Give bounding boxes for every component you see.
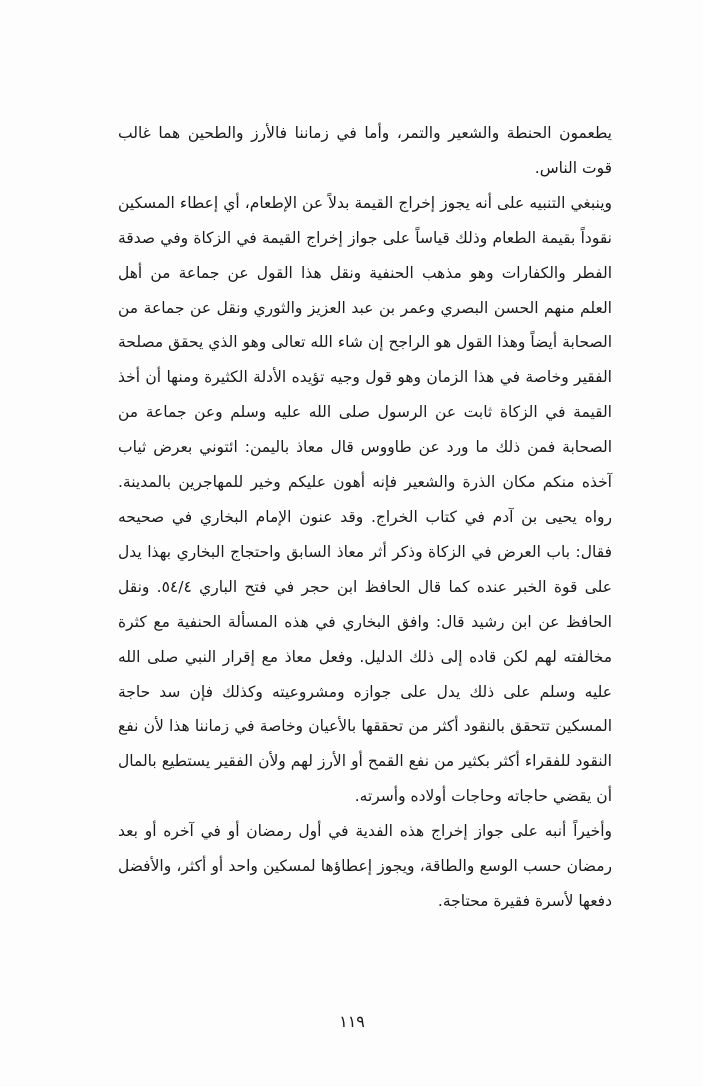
paragraph: يطعمون الحنطة والشعير والتمر، وأما في زماننا فالأرز والطحين هما غالب قوت الناس. (118, 124, 612, 177)
paragraph: وأخيراً أنبه على جواز إخراج هذه الفدية في أول رمضان أو في آخره أو بعد رمضان حسب الوسع والطاقة، ويجوز إعطاؤها لمسكين واحد أو أكثر، والأفضل دفعها لأسرة فقيرة محتاجة. (118, 822, 612, 910)
page-number: ١١٩ (339, 1012, 365, 1031)
paragraph: وينبغي التنبيه على أنه يجوز إخراج القيمة بدلاً عن الإطعام، أي إعطاء المسكين نقوداً بقيمة الطعام وذلك قياساً على جواز إخراج القيمة في الزكاة وفي صدقة الفطر والكفارات وهو مذهب الحنفية ونقل هذا القول عن جماعة من أهل العلم منهم الحسن البصري وعمر بن عبد العزيز والثوري ونقل عن جماعة من الصحابة أيضاً وهذا القول هو الراجح إن شاء الله تعالى وهو الذي يحقق مصلحة الفقير وخاصة في هذا الزمان وهو قول وجيه تؤيده الأدلة الكثيرة ومنها أن أخذ القيمة في الزكاة ثابت عن الرسول صلى الله عليه وسلم وعن جماعة من الصحابة فمن ذلك ما ورد عن طاووس قال معاذ باليمن: ائتوني بعرض ثياب آخذه منكم مكان الذرة والشعير فإنه أهون عليكم وخير للمهاجرين بالمدينة. رواه يحيى بن آدم في كتاب الخراج. وقد عنون الإمام البخاري في صحيحه فقال: باب العرض في الزكاة وذكر أثر معاذ السابق واحتجاج البخاري بهذا يدل على قوة الخبر عنده كما قال الحافظ ابن حجر في فتح الباري ٥٤/٤. ونقل الحافظ عن ابن رشيد قال: وافق البخاري في هذه المسألة الحنفية مع كثرة مخالفته لهم لكن قاده إلى ذلك الدليل. وفعل معاذ مع إقرار النبي صلى الله عليه وسلم على ذلك يدل على جوازه ومشروعيته وكذلك فإن سد حاجة المسكين تتحقق بالنقود أكثر من تحققها بالأعيان وخاصة في زماننا هذا لأن نفع النقود للفقراء أكثر بكثير من نفع القمح أو الأرز لهم ولأن الفقير يستطيع بالمال أن يقضي حاجاته وحاجات أولاده وأسرته. (118, 193, 612, 806)
body-text (118, 116, 612, 919)
